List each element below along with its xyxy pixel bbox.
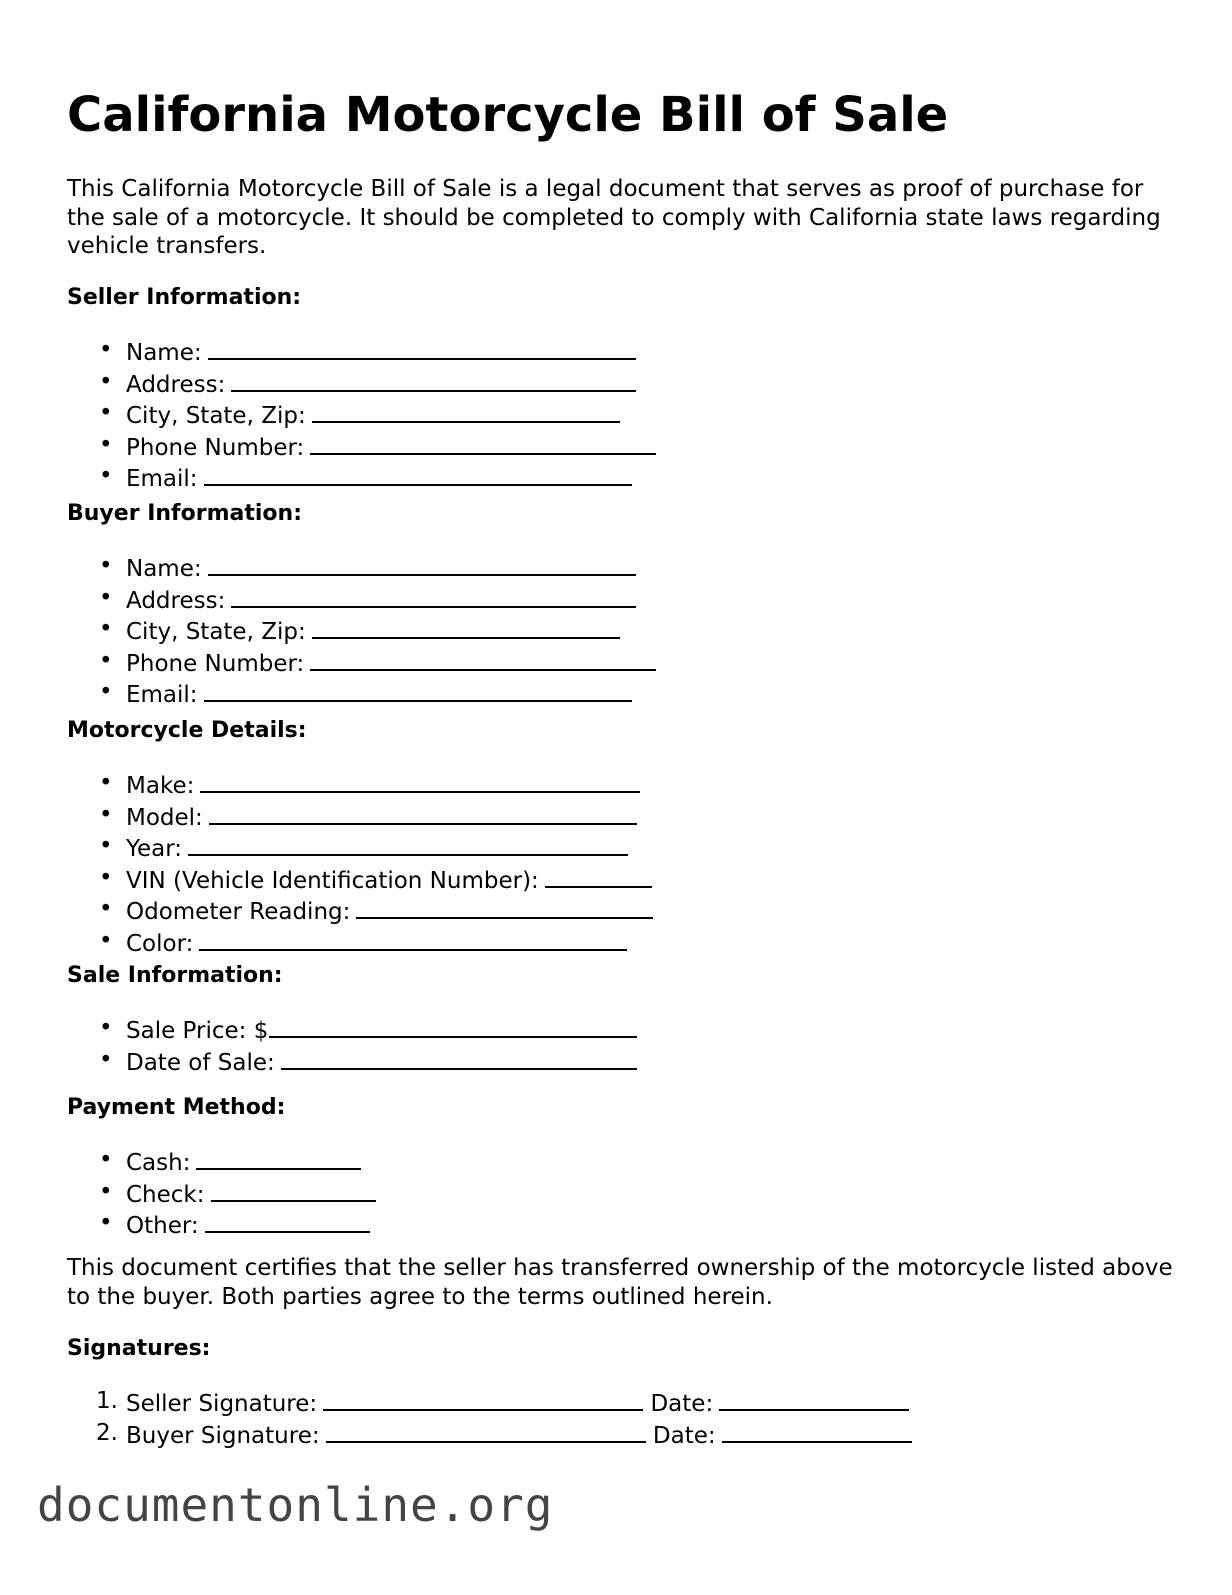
seller-name-blank[interactable]: [208, 336, 636, 360]
buyer-name-blank[interactable]: [208, 552, 636, 576]
buyer-signature-blank[interactable]: [326, 1419, 646, 1443]
list-item: [67, 895, 653, 927]
model-blank[interactable]: [209, 801, 637, 825]
vin-blank[interactable]: [545, 864, 652, 888]
field-label: Check:: [126, 1181, 205, 1208]
year-blank[interactable]: [188, 832, 628, 856]
field-label: City, State, Zip:: [126, 619, 306, 645]
buyer-email-blank[interactable]: [204, 678, 632, 702]
field-label: Model:: [126, 804, 203, 831]
seller-date-blank[interactable]: [719, 1387, 909, 1411]
certification-paragraph: This document certifies that the seller has transferred ownership of the motorcycle listed above to the buyer. Both parties agree to the terms outlined herein.: [67, 1255, 1173, 1310]
field-label: Name:: [126, 556, 202, 582]
sale-heading: Sale Information:: [67, 963, 283, 988]
buyer-phone-blank[interactable]: [310, 647, 656, 671]
list-item: [67, 368, 656, 400]
buyer-date-blank[interactable]: [722, 1419, 912, 1443]
field-label: Phone Number:: [126, 650, 305, 677]
buyer-city-state-zip-blank[interactable]: [312, 615, 620, 639]
other-blank[interactable]: [205, 1209, 370, 1233]
list-item: [67, 584, 656, 616]
list-item: [67, 1146, 376, 1178]
color-blank[interactable]: [199, 927, 627, 951]
list-item: [67, 399, 656, 431]
field-label: City, State, Zip:: [126, 403, 306, 429]
signatures-heading: Signatures:: [67, 1336, 211, 1361]
item-number: 1.: [96, 1388, 118, 1414]
watermark: documentonline.org: [37, 1478, 554, 1532]
date-label: Date:: [650, 1391, 714, 1417]
field-label: Color:: [126, 930, 194, 957]
field-label: Name:: [126, 340, 202, 366]
field-label: Email:: [126, 682, 198, 708]
item-number: 2.: [96, 1419, 118, 1446]
check-blank[interactable]: [211, 1178, 376, 1202]
list-item: [67, 927, 653, 959]
list-item: [67, 1419, 912, 1451]
field-label: Other:: [126, 1213, 199, 1239]
list-item: [67, 832, 653, 864]
list-item: [67, 462, 656, 494]
list-item: [67, 1209, 376, 1241]
list-item: [67, 1014, 637, 1046]
page-title: California Motorcycle Bill of Sale: [67, 87, 949, 143]
buyer-heading: Buyer Information:: [67, 501, 302, 526]
field-label: Address:: [126, 371, 226, 398]
field-label: Date of Sale:: [126, 1049, 275, 1076]
seller-address-blank[interactable]: [231, 368, 636, 392]
list-item: [67, 336, 656, 368]
payment-field-list: [67, 1146, 376, 1241]
field-label: Address:: [126, 587, 226, 614]
field-label: Seller Signature:: [126, 1391, 318, 1417]
field-label: Make:: [126, 773, 195, 799]
make-blank[interactable]: [200, 769, 640, 793]
intro-paragraph: This California Motorcycle Bill of Sale is a legal document that serves as proof of purchase for the sale of a motorcycle. It should be completed to comply with California state laws regarding vehicle transfers.: [67, 176, 1161, 259]
list-item: [67, 615, 656, 647]
buyer-field-list: [67, 552, 656, 710]
list-item: [67, 1046, 637, 1078]
field-label: Cash:: [126, 1150, 191, 1176]
motorcycle-field-list: [67, 769, 653, 958]
signature-list: [67, 1387, 912, 1450]
cash-blank[interactable]: [196, 1146, 361, 1170]
field-label: Buyer Signature:: [126, 1422, 320, 1449]
motorcycle-heading: Motorcycle Details:: [67, 718, 307, 743]
list-item: [67, 864, 653, 896]
seller-email-blank[interactable]: [204, 462, 632, 486]
sale-field-list: [67, 1014, 637, 1077]
list-item: [67, 552, 656, 584]
seller-heading: Seller Information:: [67, 285, 302, 310]
buyer-address-blank[interactable]: [231, 584, 636, 608]
payment-heading: Payment Method:: [67, 1095, 286, 1120]
list-item: [67, 678, 656, 710]
seller-signature-blank[interactable]: [323, 1387, 643, 1411]
list-item: [67, 1387, 912, 1419]
odometer-blank[interactable]: [356, 895, 653, 919]
list-item: [67, 647, 656, 679]
list-item: [67, 1178, 376, 1210]
seller-field-list: [67, 336, 656, 494]
list-item: [67, 431, 656, 463]
field-label: VIN (Vehicle Identification Number):: [126, 867, 539, 894]
sale-price-blank[interactable]: [269, 1014, 637, 1038]
field-label: Email:: [126, 466, 198, 492]
list-item: [67, 769, 653, 801]
field-label: Odometer Reading:: [126, 899, 351, 925]
field-label: Phone Number:: [126, 434, 305, 461]
seller-city-state-zip-blank[interactable]: [312, 399, 620, 423]
seller-phone-blank[interactable]: [310, 431, 656, 455]
field-label: Sale Price: $: [126, 1018, 269, 1044]
date-label: Date:: [652, 1422, 716, 1449]
field-label: Year:: [126, 836, 183, 862]
list-item: [67, 801, 653, 833]
date-of-sale-blank[interactable]: [281, 1046, 637, 1070]
